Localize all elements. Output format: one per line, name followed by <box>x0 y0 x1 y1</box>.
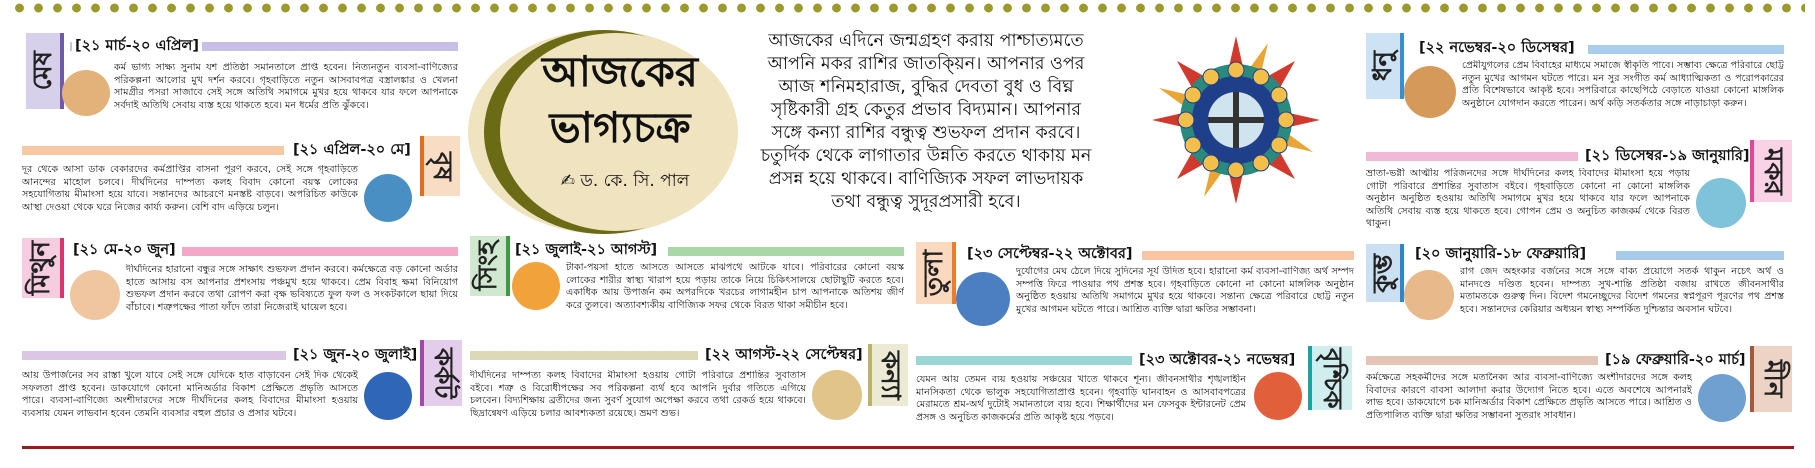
date-bar <box>1588 45 1784 54</box>
sign-name-tab: মেষ <box>26 33 64 109</box>
sign-name-tab: তুলা <box>916 242 956 304</box>
intro-paragraph: আজকের এদিনে জন্মগ্রহণ করায় পাশ্চাত্যমতে আপনি মকর রাশির জাতক্য়িন। আপনার ওপর আজ শনিমহারাজ, বুদ্ধির দেবতা বুধ ও বিঘ্ন সৃষ্টিকারী গ্রহ কেতুর প্রভাব বিদ্যমান। আপনার সঙ্গে কন্যা রাশির বন্ধুত্ব শুভফল প্রদান করবে। চতুর্দিক থেকে লাগাতার উন্নতি করতে থাকায় মন প্রসন্ন হয়ে থাকবে। বাণিজ্যিক সফল লাভদায়ক তথা বন্ধুত্ব সুদূরপ্রসারী হবে। <box>760 31 1092 212</box>
sign-text: দীর্ঘদিনের হারানো বন্ধুর সঙ্গে সাক্ষাৎ শুভফল প্রদান করবে। কর্মক্ষেত্রে বড় কোনো অর্ডার হাতে আসায় বস আপনার প্রশংসায় পঞ্চমুখ হয়ে থাকবে। প্রেম বিবাহ ক্ষমা বিনিয়োগ শুভফল প্রদান করবে তথা রোপণ করা বৃক্ষ ভবিষ্যতে ফুল ফল ও সংকটকালে ছায়া দিয়ে বাঁচাবে। শত্রুপক্ষের পাতা ফাঁদে তারা নিজেরাই ঘায়েল হবে। <box>126 264 458 313</box>
gemini-icon <box>70 270 120 320</box>
date-bar <box>470 351 698 360</box>
scorpio-icon <box>1254 372 1302 420</box>
date-bar <box>1616 251 1784 260</box>
sign-text: ভ্রাতা-ভগ্নী আত্মীয় পরিজনদের সঙ্গে দীর্ঘদিনের কলহ বিবাদের মীমাংসা হয়ে পড়ায় গোটা পরিবারে প্রশান্তির সুবাতাস বইবে। গৃহবাড়িতে কোনো না কোনো মাঙ্গলিক অনুষ্ঠান অনুষ্ঠিত হওয়ায় অতিথি সমাগমে মুখর হয়ে থাকবে যার ফলে আপনাকে অতিথি সেবায় ব্যস্ত হয়ে থাকতে হবে। গোপন প্রেম ও অনুচিত কাজকর্ম থেকে বিরত থাকুন। <box>1366 168 1690 230</box>
aquarius-icon <box>1404 270 1454 320</box>
sign-date: [২২ আগস্ট-২২ সেপ্টেম্বর] <box>702 345 866 365</box>
capricorn-icon <box>1696 178 1746 228</box>
sign-date: [২১ মে-২০ জুন] <box>70 240 179 260</box>
pisces-icon <box>1698 374 1746 422</box>
sign-text: দুর্যোগের মেঘ ঠেলে দিয়ে সুদিনের সূর্য উদিত হবে। হারানো কর্ম ব্যবসা-বাণিজ্য অর্থ সম্পদ সম্পত্তি ফিরে পাওয়ার পথ প্রশস্ত হবে। গৃহবাড়িতে কোনো না কোনো মাঙ্গলিক অনুষ্ঠান অনুষ্ঠিত হওয়ায় অতিথি সমাগমে মুখর হয়ে থাকবে। সন্তান্য ক্ষেত্রে পরিবারে ছোট্ট নতুন মুখের আগমন ঘটতে পারে। আশ্রিত ব্যক্তি দ্বারা ক্ষতির সম্ভাবনা। <box>1016 266 1354 315</box>
date-bar <box>668 247 904 256</box>
libra-icon <box>956 272 1010 326</box>
sign-name-tab: বৃশ্চিক <box>1308 346 1352 410</box>
sign-name-tab: কর্কট <box>420 340 462 406</box>
date-bar <box>916 356 1132 365</box>
taurus-icon <box>364 174 412 222</box>
sign-text: যেমন আয় তেমন ব্যয় হওয়ায় সঞ্চয়ের খাতে থাকবে শূন্য। জীবনসাথীর শৃঙ্খলাহীন মানসিকতা থেকে ভালুক সহযোগিতাপ্রাপ্ত হবেন। গৃহবাড়ি ঘানবাহন ও আসবাবপত্রের মেরামতে শ্রম-অর্থ দুটোই সমানতালে ব্যয় হবে। শিক্ষার্থীদের মন ফেসবুক ইন্টারনেট প্রেম প্রসঙ্গ ও অনুচিত কাজকর্মের প্রতি আকৃষ্ট হয়ে পড়বে। <box>916 374 1246 423</box>
sign-date: [২১ জুলাই-২১ আগস্ট] <box>512 240 660 260</box>
sign-name-tab: মীন <box>1750 346 1792 412</box>
sign-date: [২১ এপ্রিল-২০ মে] <box>290 140 414 160</box>
sign-text: আয় উপার্জনের সব রাস্তা খুলে যাবে সেই সঙ্গে যেদিকে হাত বাড়াবেন সেই দিক থেকেই সফলতা প্রাপ্ত হবেন। ডাকযোগে কোনো মানিঅর্ডার বিকাশ প্রেক্ষিতে প্রভৃতি আসতে পারে। ব্যবসা-বাণিজ্যে অংশীদারদের সঙ্গে দীর্ঘদিনের কলহ বিবাদের মীমাংসা হওয়ায় ব্যবসায় যেমন লাভবান হবেন তেমনি ব্যবসার বহুল প্রচার ও প্রসার ঘটবে। <box>22 370 358 419</box>
sign-text: দূর থেকে আসা ডাক বেকারদের কর্মপ্রাপ্তির বাসনা পূরণ করবে, সেই সঙ্গে গৃহবাড়িতে আনন্দের মাহোল চলবে। দীর্ঘদিনের দাম্পত্য কলহ বিবাদ কোনো বয়স্ক লোকের সহযোগিতায় মীমাংসা হয়ে যাবে। সন্তানদের আচরণে মনস্তষ্ট বাড়বে। অপরিচিত কাউকে আস্থা দেওয়া থেকে ঘরে নিজের কার্য্য করুন। বেশি বাদ এড়িয়ে চলুন। <box>22 164 358 213</box>
author-byline: ✍ ড. কে. সি. পাল <box>560 171 690 191</box>
bottom-rule <box>22 446 1794 449</box>
sign-date: [২১ মার্চ-২০ এপ্রিল] <box>72 36 202 56</box>
sign-date: [২৩ সেপ্টেম্বর-২২ অক্টোবর] <box>964 244 1136 264</box>
sign-name-tab: সিংহ <box>470 236 510 296</box>
date-bar <box>182 247 458 256</box>
sign-date: [১৯ ফেব্রুয়ারি-২০ মার্চ] <box>1602 350 1749 370</box>
date-bar <box>1142 251 1354 260</box>
sign-text: রাগ জেদ অহংকার বর্জনের সঙ্গে সঙ্গে বাক্য প্রয়োগে সতর্ক থাকুন নচেৎ অর্থ ও মানদণ্ডে দণ্ডিত হবেন। দাম্পত্য সুখ-শান্তি প্রতিষ্ঠা বজায় রাখতে জীবনসাথীর মতামতকে গুরুত্ব দিন। বিদেশ গমনেচ্ছুদের বিদেশ গমনের স্বপ্নপূরণ পূরণের পথ প্রশস্ত হবে। সন্তানদের কেরিয়ার অধ্যয়ন স্বাস্থ্য সম্পর্কিত দুশ্চিন্তার অবসান ঘটবে। <box>1460 266 1784 315</box>
date-bar <box>1366 152 1578 161</box>
sign-name-tab: কুম্ভ <box>1366 244 1404 302</box>
sign-date: [২৩ অক্টোবর-২১ নভেম্বর] <box>1136 350 1298 370</box>
sign-date: [২২ নভেম্বর-২০ ডিসেম্বর] <box>1416 38 1578 58</box>
sign-name-tab: মকর <box>1750 140 1792 202</box>
date-bar <box>1366 356 1598 365</box>
sign-text: টাকা-পয়সা হাতে আসতে আসতে মাঝপথে আটকে যাবে। পরিবারের কোনো বয়স্ক লোকের শারীর স্বাস্থ্য খারাপ হয়ে পড়ায় তাকে নিয়ে চিকিৎসালয়ে ছোটাছুটি করতে হবে। একাধিক আয় উপার্জন কম অপরদিকে খরচের লাগামহীন চাপ আপনাকে অতিশয় জীর্ণ করে তুলবে। অত্যাবশ্যকীয় বাণিজ্যিক সফর থেকে বিরত থাকা সমীচীন হবে। <box>566 262 904 311</box>
dotted-border <box>10 0 1805 16</box>
sign-name-tab: মিথুন <box>22 238 64 298</box>
sagittarius-icon <box>1404 66 1456 118</box>
sign-date: [২০ জানুয়ারি-১৮ ফেব্রুয়ারি] <box>1412 244 1589 264</box>
date-bar <box>22 146 284 155</box>
sign-date: [২১ জুন-২০ জুলাই] <box>290 345 420 365</box>
sign-text: প্রেমীযুগলের প্রেম বিবাহের মাধ্যমে সমাজে স্বীকৃতি পাবে। সম্ভাব্য ক্ষেত্রে পরিবারে ছোট্ট নতুন মুখের আগমন ঘটতে পারে। মন সুর সংগীত কর্ম আধ্যাত্মিকতা ও পরোপকারের প্রতি বিশেষভাবে আকৃষ্ট হবে। সপরিবারে কাছেপিঠে বেড়াতে যাওয়া কোনো মাঙ্গলিক অনুষ্ঠানে যোগদান করতে পারেন। অর্থ কড়ি সতর্কতার সঙ্গে নাড়াচাড়া করুন। <box>1462 60 1784 109</box>
sign-name-tab: কন্যা <box>868 344 908 406</box>
virgo-icon <box>812 370 862 420</box>
date-bar <box>22 351 286 360</box>
sign-text: কর্মক্ষেত্রে সহকর্মীদের সঙ্গে মতানৈক্য আর ব্যবসা-বাণিজ্যে অংশীদারদের সঙ্গে কলহ বিবাদের কারণে বাবসা আলাদা করার উদ্যোগ নিতে হবে। এতে অবশেষে আপনারই লাভ হবে। ডাকযোগে চক মানিঅর্ডার বিকাশ প্রেক্ষিতে প্রভৃতি আসতে পারে। আশ্রিত ও প্রতিপালিত ব্যক্তি দ্বারা ক্ষতির সম্ভাবনা সুতরাং সাবধান। <box>1366 372 1692 421</box>
sign-text: দীর্ঘদিনের দাম্পত্য কলহ বিবাদের মীমাংসা হওয়ায় গোটা পরিবারে প্রশান্তির সুবাতাস বইবে। শত্রু ও বিরোধীপক্ষের সব পরিকল্পনা ব্যর্থ হবে আপনি দুর্বার গতিতে এগিয়ে চলবেন। বিদ্যশিক্ষায় ব্রতীদের জন্য সুবর্ণ সুযোগ অপেক্ষা করবে তথা রেকর্ড হয়ে থাকবে। ছিদ্রান্বেষণ এড়িয়ে চলার আবশ্যকতা রয়েছে। ভ্রমণ শুভ। <box>470 370 806 419</box>
sign-name-tab: বৃষ <box>420 136 460 196</box>
sign-date: [২১ ডিসেম্বর-১৯ জানুয়ারি] <box>1582 146 1752 166</box>
leo-icon <box>512 262 560 310</box>
sign-name-tab: ধনু <box>1366 33 1404 99</box>
aries-icon <box>62 70 110 116</box>
sign-text: কর্ম ভাগ্য সাক্ষ্য সুনাম যশ প্রতিষ্ঠা সমানতালে প্রাপ্ত হবেন। নিত্যনতুন ব্যবসা-বাণিজ্যের পরিকল্পনা আলোর মুখ দর্শন করবে। গৃহবাড়িতে নতুন আসবাবপত্র বস্ত্রালঙ্কার ও খেলনা সামগ্রীর পসরা সাজাবে সেই সঙ্গে অতিথি সমাগমে মুখর হয়ে থাকবে যার ফলে আপনাকে সর্বদাই অতিথি সেবায় ব্যস্ত হয়ে থাকতে হবে। মন ধর্মের প্রতি ঝুঁকবে। <box>114 62 458 111</box>
cancer-icon <box>364 372 412 420</box>
page-title: আজকের ভাগ্যচক্র <box>542 47 698 152</box>
zodiac-wheel-icon <box>1150 34 1322 206</box>
